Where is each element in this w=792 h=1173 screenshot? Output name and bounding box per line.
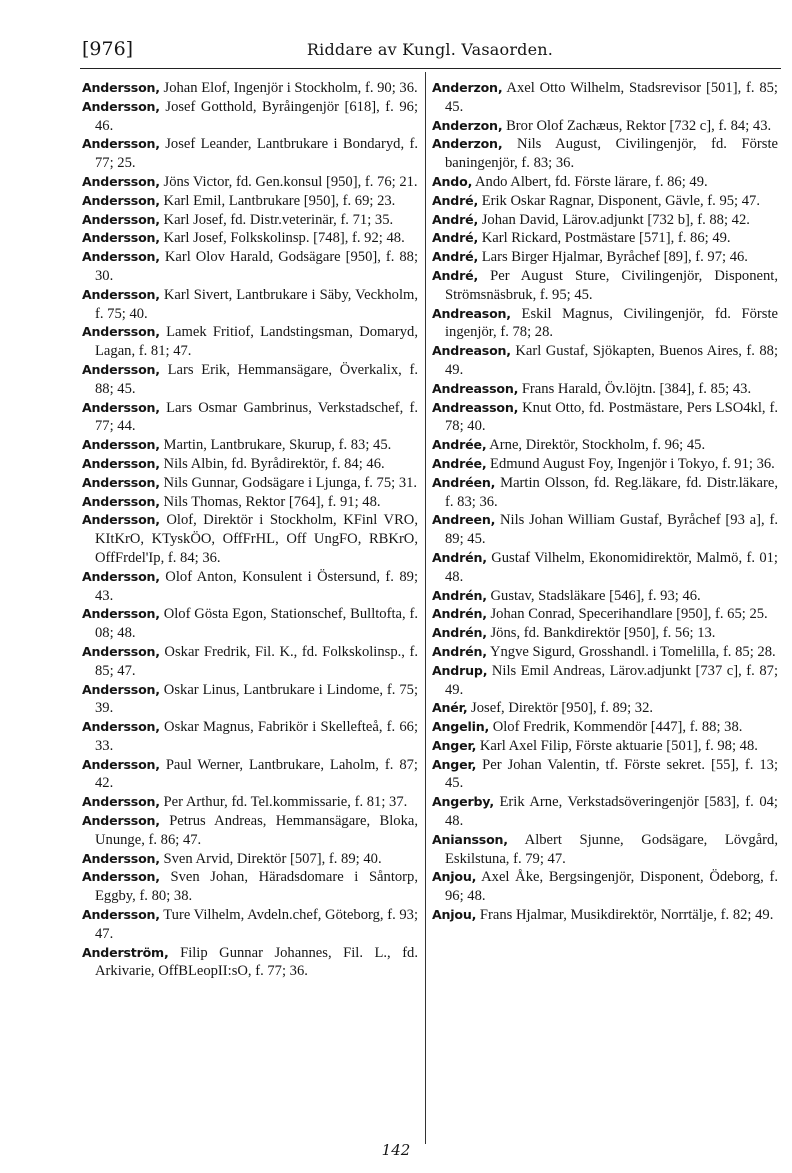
entry-surname: Andersson, [82, 136, 160, 152]
register-entry [82, 850, 418, 869]
entry-details: Eskil Magnus, Civilingenjör, fd. Förste ingenjör, f. 78; 28. [445, 305, 778, 341]
entry-details: Karl Emil, Lantbrukare [950], f. 69; 23. [159, 192, 396, 209]
register-entry [432, 135, 778, 173]
entry-surname: Andreasson, [432, 380, 519, 396]
register-entry [432, 248, 778, 267]
register-entry [432, 192, 778, 211]
register-entry [82, 323, 418, 361]
entry-surname: Andersson, [82, 794, 160, 810]
entry-surname: Angelin, [432, 719, 490, 735]
entry-surname: Andrén, [432, 587, 487, 603]
register-entry [82, 643, 418, 681]
register-entry [82, 79, 418, 98]
register-entry [82, 868, 418, 906]
entry-surname: Aniansson, [432, 831, 508, 847]
entry-details: Arne, Direktör, Stockholm, f. 96; 45. [486, 437, 706, 454]
entry-details: Nils August, Civilingenjör, fd. Förste baningenjör, f. 83; 36. [445, 136, 778, 172]
register-entry [82, 229, 418, 248]
entry-details: Josef Leander, Lantbrukare i Bondaryd, f. 77; 25. [95, 136, 418, 172]
page-title: Riddare av Kungl. Vasaorden. [306, 40, 554, 59]
register-entry [432, 380, 778, 399]
register-entry [432, 737, 778, 756]
entry-details: Petrus Andreas, Hemmansägare, Bloka, Ununge, f. 86; 47. [95, 813, 418, 848]
register-entry [432, 267, 778, 305]
register-entry [432, 474, 778, 512]
entry-surname: Andrén, [432, 625, 487, 641]
register-entry [82, 436, 418, 455]
right-column [432, 79, 778, 925]
register-entry [82, 399, 418, 437]
entry-surname: Anjou, [432, 869, 477, 885]
page-number: 142 [381, 1141, 411, 1159]
register-entry [82, 605, 418, 643]
entry-surname: André, [432, 211, 479, 227]
entry-details: Jöns Victor, fd. Gen.konsul [950], f. 76; 21. [159, 173, 418, 190]
entry-details: Ando Albert, fd. Förste lärare, f. 86; 49. [472, 173, 708, 190]
entry-surname: André, [432, 249, 479, 265]
entry-surname: Andersson, [82, 80, 160, 95]
register-entry [432, 173, 778, 192]
entry-details: Nils Thomas, Rektor [764], f. 91; 48. [159, 493, 381, 510]
entry-details: Oskar Fredrik, Fil. K., fd. Folkskolinsp., f. 85; 47. [95, 643, 418, 679]
entry-details: Axel Åke, Bergsingenjör, Disponent, Ödeborg, f. 96; 48. [445, 869, 778, 905]
register-entry [82, 211, 418, 230]
register-entry [82, 493, 418, 512]
entry-surname: Andersson, [82, 249, 160, 265]
entry-surname: Andersson, [82, 399, 160, 415]
entry-details: Yngve Sigurd, Grosshandl. i Tomelilla, f. 85; 28. [486, 643, 776, 660]
entry-details: Frans Hjalmar, Musikdirektör, Norrtälje, f. 82; 49. [476, 907, 774, 924]
entry-surname: André, [432, 267, 479, 283]
entry-surname: Andréen, [432, 474, 496, 490]
entry-details: Josef, Direktör [950], f. 89; 32. [467, 700, 654, 717]
entry-surname: Andersson, [82, 568, 160, 584]
entry-surname: Anér, [432, 700, 468, 716]
register-entry [432, 624, 778, 643]
entry-details: Gustav, Stadsläkare [546], f. 93; 46. [486, 587, 701, 604]
entry-surname: Andersson, [82, 98, 160, 114]
entry-details: Johan Conrad, Specerihandlare [950], f. 65; 25. [486, 606, 768, 623]
entry-details: Frans Harald, Öv.löjtn. [384], f. 85; 43. [518, 380, 752, 397]
entry-surname: Andreason, [432, 305, 511, 321]
entry-details: Lars Osmar Gambrinus, Verkstadschef, f. 77; 44. [95, 399, 418, 435]
register-entry [82, 812, 418, 850]
entry-surname: Andersson, [82, 606, 160, 622]
register-entry [432, 662, 778, 700]
register-entry [82, 474, 418, 493]
entry-surname: Ando, [432, 173, 473, 189]
entry-surname: Andersson, [82, 173, 160, 189]
entry-details: Lars Birger Hjalmar, Byråchef [89], f. 97; 46. [478, 249, 748, 266]
entry-surname: Anderström, [82, 944, 169, 960]
entry-details: Sven Johan, Häradsdomare i Såntorp, Eggby, f. 80; 38. [95, 869, 418, 905]
register-entry [432, 868, 778, 906]
entry-details: Karl Olov Harald, Godsägare [950], f. 88; 30. [95, 249, 418, 284]
register-entry [432, 756, 778, 794]
entry-surname: Andersson, [82, 474, 160, 490]
register-entry [432, 643, 778, 662]
entry-details: Per Arthur, fd. Tel.kommissarie, f. 81; 37. [159, 794, 408, 811]
entry-surname: Andreen, [432, 512, 496, 528]
register-entry [432, 229, 778, 248]
entry-details: Per Johan Valentin, tf. Förste sekret. [55], f. 13; 45. [445, 756, 778, 792]
register-entry [432, 305, 778, 343]
register-entry [82, 286, 418, 324]
entry-details: Lamek Fritiof, Landstingsman, Domaryd, Lagan, f. 81; 47. [95, 324, 418, 360]
entry-details: Knut Otto, fd. Postmästare, Pers LSO4kl, f. 78; 40. [445, 399, 778, 435]
entry-surname: Anger, [432, 737, 477, 753]
entry-surname: Anjou, [432, 907, 477, 923]
entry-details: Per August Sture, Civilingenjör, Disponent, Strömsnäsbruk, f. 95; 45. [445, 267, 778, 303]
entry-surname: Andersson, [82, 230, 160, 246]
entry-details: Karl Axel Filip, Förste aktuarie [501], f. 98; 48. [476, 737, 758, 754]
register-entry [82, 511, 418, 567]
register-entry [432, 718, 778, 737]
entry-surname: Anger, [432, 756, 477, 772]
page-code: [976] [82, 38, 134, 60]
entry-details: Olof Gösta Egon, Stationschef, Bulltofta, f. 08; 48. [95, 606, 418, 642]
entry-details: Johan Elof, Ingenjör i Stockholm, f. 90; 36. [159, 80, 418, 96]
register-entry [82, 135, 418, 173]
register-entry [432, 699, 778, 718]
entry-surname: Andersson, [82, 813, 160, 829]
entry-surname: Andersson, [82, 455, 160, 471]
entry-surname: Andersson, [82, 286, 160, 302]
register-entry [82, 192, 418, 211]
register-entry [432, 511, 778, 549]
header-rule [80, 68, 781, 69]
entry-details: Josef Gotthold, Byråingenjör [618], f. 96; 46. [95, 98, 418, 134]
entry-details: Nils Emil Andreas, Lärov.adjunkt [737 c], f. 87; 49. [445, 662, 778, 698]
entry-details: Filip Gunnar Johannes, Fil. L., fd. Arkivarie, OffBLeopII:sO, f. 77; 36. [95, 944, 418, 980]
entry-details: Albert Sjunne, Godsägare, Lövgård, Eskilstuna, f. 79; 47. [445, 831, 778, 867]
register-entry [82, 248, 418, 286]
entry-details: Karl Josef, Folkskolinsp. [748], f. 92; 48. [159, 230, 405, 247]
register-entry [82, 944, 418, 982]
entry-surname: Andreasson, [432, 399, 519, 415]
register-entry [82, 756, 418, 794]
entry-details: Nils Johan William Gustaf, Byråchef [93 a], f. 89; 45. [445, 512, 778, 548]
register-entry [82, 455, 418, 474]
entry-details: Olof Anton, Konsulent i Östersund, f. 89; 43. [95, 568, 418, 604]
entry-surname: Andersson, [82, 907, 160, 923]
entry-details: Paul Werner, Lantbrukare, Laholm, f. 87; 42. [95, 756, 418, 792]
entry-details: Martin Olsson, fd. Reg.läkare, fd. Distr.läkare, f. 83; 36. [445, 474, 778, 510]
register-entry [82, 718, 418, 756]
entry-details: Erik Arne, Verkstadsöveringenjör [583], f. 04; 48. [445, 794, 778, 830]
register-entry [82, 681, 418, 719]
entry-details: Johan David, Lärov.adjunkt [732 b], f. 88; 42. [478, 211, 750, 228]
entry-surname: Andersson, [82, 361, 160, 377]
entry-surname: Andrup, [432, 662, 488, 678]
entry-details: Nils Gunnar, Godsägare i Ljunga, f. 75; 31. [159, 474, 418, 491]
register-entry [432, 906, 778, 925]
entry-details: Nils Albin, fd. Byrådirektör, f. 84; 46. [159, 455, 385, 472]
entry-surname: Andersson, [82, 493, 160, 509]
entry-details: Olof Fredrik, Kommendör [447], f. 88; 38. [489, 719, 743, 736]
register-entry [432, 455, 778, 474]
entry-details: Karl Gustaf, Sjökapten, Buenos Aires, f. 88; 49. [445, 343, 778, 378]
register-entry [82, 793, 418, 812]
entry-surname: Andrée, [432, 437, 487, 453]
entry-surname: Andersson, [82, 211, 160, 227]
entry-details: Olof, Direktör i Stockholm, KFinl VRO, KItKrO, KTyskÖO, OffFrHL, Off UngFO, RBKrO, OffFrdel'Ip, f. 84; 36. [95, 512, 418, 566]
entry-details: Ture Vilhelm, Avdeln.chef, Göteborg, f. 93; 47. [95, 907, 419, 942]
entry-details: Karl Josef, fd. Distr.veterinär, f. 71; 35. [159, 211, 394, 228]
register-entry [432, 831, 778, 869]
page-header [82, 38, 778, 64]
entry-surname: Andrén, [432, 606, 487, 622]
entry-surname: Andersson, [82, 850, 160, 866]
entry-surname: Andersson, [82, 324, 160, 340]
entry-surname: Angerby, [432, 794, 494, 810]
register-entry [432, 587, 778, 606]
register-entry [432, 79, 778, 117]
register-entry [432, 211, 778, 230]
register-entry [432, 605, 778, 624]
entry-surname: André, [432, 230, 479, 246]
register-entry [432, 117, 778, 136]
entry-details: Erik Oskar Ragnar, Disponent, Gävle, f. 95; 47. [478, 192, 760, 209]
entry-surname: André, [432, 192, 479, 208]
entry-surname: Andrée, [432, 455, 487, 471]
entry-details: Edmund August Foy, Ingenjör i Tokyo, f. 91; 36. [486, 455, 775, 472]
entry-surname: Anderzon, [432, 117, 503, 133]
entry-surname: Andreason, [432, 343, 511, 359]
entry-surname: Andersson, [82, 719, 160, 735]
entry-details: Oskar Magnus, Fabrikör i Skellefteå, f. 66; 33. [95, 719, 418, 754]
entry-details: Karl Sivert, Lantbrukare i Säby, Veckholm, f. 75; 40. [95, 286, 418, 322]
entry-details: Oskar Linus, Lantbrukare i Lindome, f. 75; 39. [95, 681, 418, 717]
entry-surname: Andersson, [82, 869, 160, 885]
entry-details: Bror Olof Zachæus, Rektor [732 c], f. 84; 43. [502, 117, 772, 134]
entry-details: Jöns, fd. Bankdirektör [950], f. 56; 13. [486, 625, 716, 642]
left-column [82, 79, 418, 981]
register-entry [432, 793, 778, 831]
register-entry [82, 173, 418, 192]
entry-surname: Anderzon, [432, 80, 503, 95]
register-entry [82, 361, 418, 399]
entry-surname: Andersson, [82, 643, 160, 659]
entry-surname: Andersson, [82, 681, 160, 697]
register-entry [82, 906, 418, 944]
entry-details: Gustaf Vilhelm, Ekonomidirektör, Malmö, f. 01; 48. [445, 549, 778, 585]
entry-details: Axel Otto Wilhelm, Stadsrevisor [501], f. 85; 45. [445, 80, 778, 115]
entry-details: Martin, Lantbrukare, Skurup, f. 83; 45. [159, 437, 392, 454]
entry-surname: Andrén, [432, 549, 487, 565]
register-entry [432, 436, 778, 455]
register-entry [432, 549, 778, 587]
entry-surname: Andrén, [432, 643, 487, 659]
entry-surname: Anderzon, [432, 136, 503, 152]
entry-details: Sven Arvid, Direktör [507], f. 89; 40. [159, 850, 382, 867]
entry-surname: Andersson, [82, 756, 160, 772]
entry-details: Karl Rickard, Postmästare [571], f. 86; 49. [478, 230, 731, 247]
register-entry [82, 98, 418, 136]
register-entry [432, 399, 778, 437]
register-entry [432, 342, 778, 380]
entry-details: Lars Erik, Hemmansägare, Överkalix, f. 88; 45. [95, 361, 418, 397]
entry-surname: Andersson, [82, 512, 160, 528]
column-divider [425, 72, 426, 1144]
entry-surname: Andersson, [82, 437, 160, 453]
entry-surname: Andersson, [82, 192, 160, 208]
register-entry [82, 568, 418, 606]
